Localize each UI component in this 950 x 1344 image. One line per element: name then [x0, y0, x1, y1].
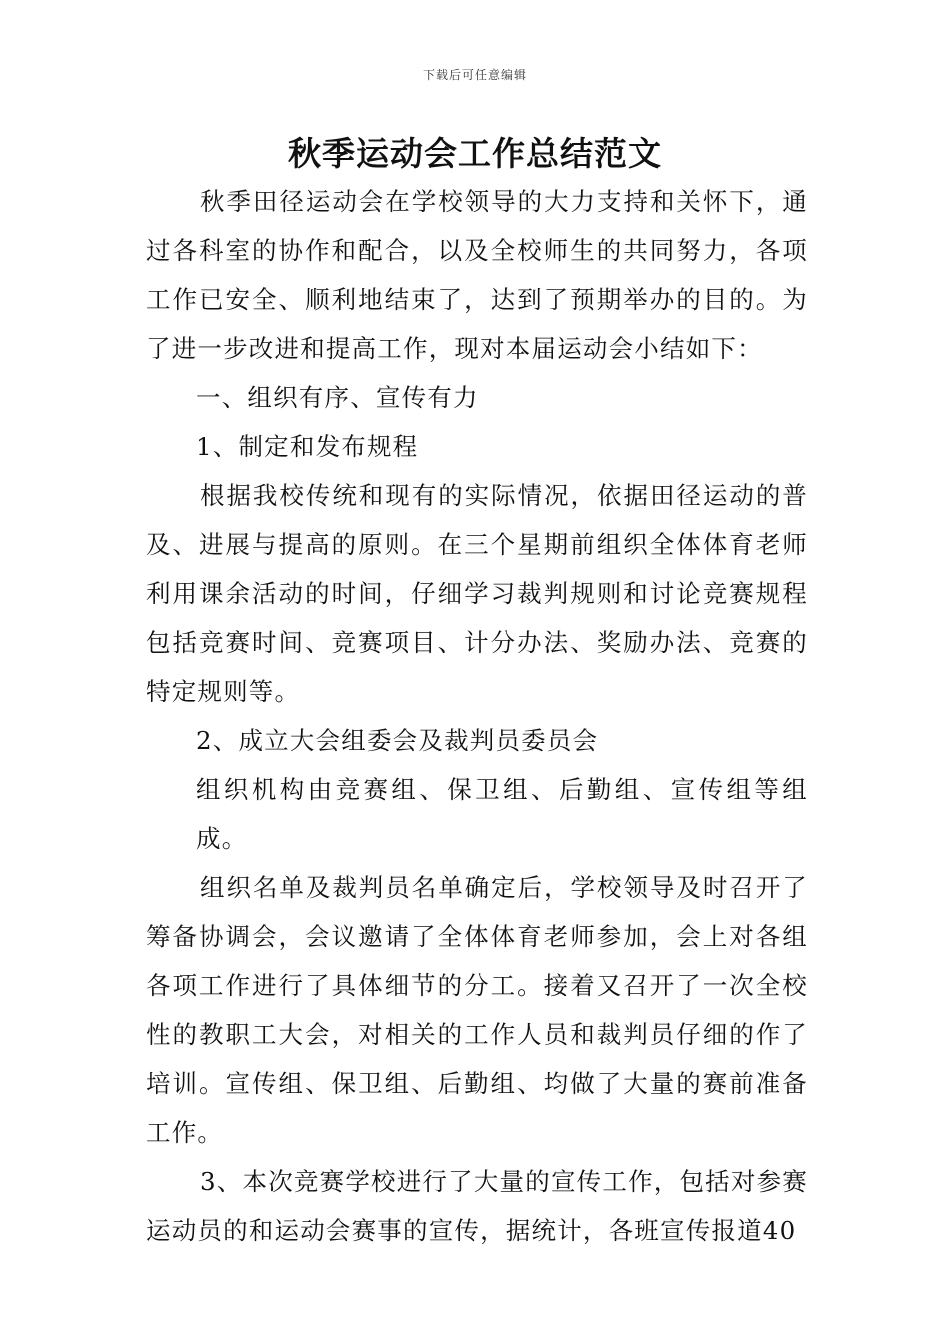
paragraph-preparation: 组织名单及裁判员名单确定后，学校领导及时召开了筹备协调会，会议邀请了全体体育老师参加，会上对各组各项工作进行了具体细节的分工。接着又召开了一次全校性的教职工大会，对相关的工作人员和裁判员仔细的作了培训。宣传组、保卫组、后勤组、均做了大量的赛前准备工作。: [146, 873, 808, 1147]
paragraph-intro: 秋季田径运动会在学校领导的大力支持和关怀下，通过各科室的协作和配合，以及全校师生的共同努力，各项工作已安全、顺利地结束了，达到了预期举办的目的。为了进一步改进和提高工作，现对本届运动会小结如下：: [146, 187, 808, 363]
header-note: 下载后可任意编辑: [422, 68, 527, 82]
subheading-committee: 2、成立大会组委会及裁判员委员会: [196, 726, 599, 755]
page-title: 秋季运动会工作总结范文: [288, 134, 662, 173]
subheading-rules: 1、制定和发布规程: [196, 432, 419, 461]
document-body: [146, 177, 808, 1255]
paragraph-organization-structure: 组织机构由竞赛组、保卫组、后勤组、宣传组等组成。: [196, 775, 808, 853]
paragraph-rules: 根据我校传统和现有的实际情况，依据田径运动的普及、进展与提高的原则。在三个星期前组织全体体育老师利用课余活动的时间，仔细学习裁判规则和讨论竞赛规程包括竞赛时间、竞赛项目、计分办法、奖励办法、竞赛的特定规则等。: [146, 481, 808, 706]
section-heading-organization: 一、组织有序、宣传有力: [196, 383, 479, 412]
paragraph-publicity: 3、本次竞赛学校进行了大量的宣传工作，包括对参赛运动员的和运动会赛事的宣传，据统计，各班宣传报道40: [146, 1167, 808, 1245]
